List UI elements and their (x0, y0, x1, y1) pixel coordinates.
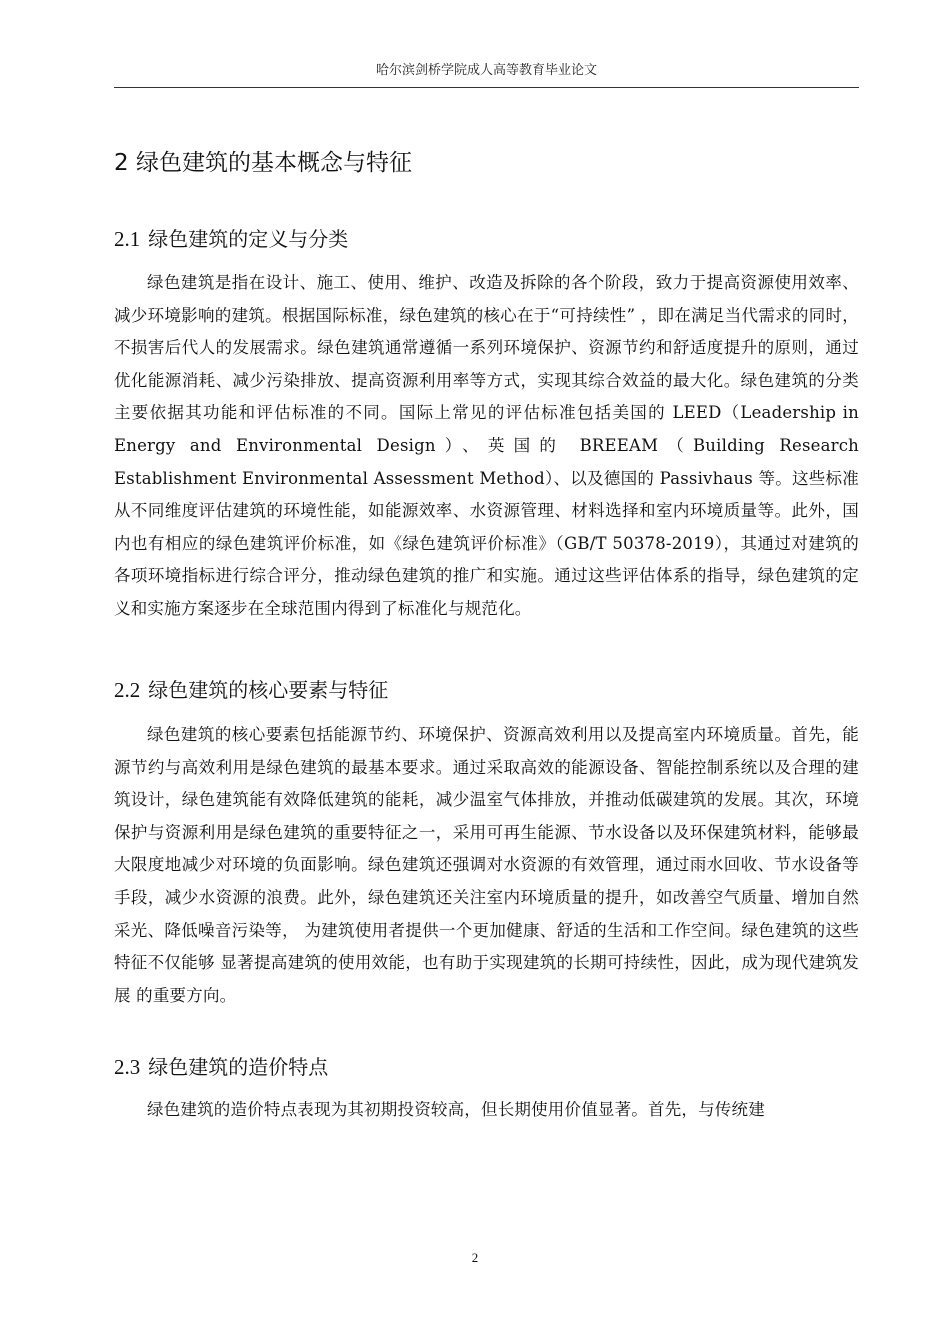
section-2-3-paragraph: 绿色建筑的造价特点表现为其初期投资较高，但长期使用价值显著。首先，与传统建 (147, 1100, 765, 1119)
page-number: 2 (471, 1250, 479, 1265)
section-title-text: 绿色建筑的造价特点 (148, 1055, 329, 1079)
section-2-2-paragraph: 绿色建筑的核心要素包括能源节约、环境保护、资源高效利用以及提高室内环境质量。首先，能源节约与高效利用是绿色建筑的最基本要求。通过采取高效的能源设备、智能控制系统以及合理的建筑设计，绿色建筑能有效降低建筑的能耗，减少温室气体排放，并推动低碳建筑的发展。其次，环境保护与资源利用是绿色建筑的重要特征之一，采用可再生能源、节水设备以及环保建筑材料，能够最大限度地减少对环境的负面影响。绿色建筑还强调对水资源的有效管理，通过雨水回收、节水设备等手段，减少水资源的浪费。此外，绿色建筑还关注室内环境质量的提升，如改善空气质量、增加自然采光、降低噪音污染等， 为建筑使用者提供一个更加健康、舒适的生活和工作空间。绿色建筑的这些特征不仅能够 显著提高建筑的使用效能，也有助于实现建筑的长期可持续性，因此，成为现代建筑发展 的重要方向。 (114, 725, 859, 1005)
section-number: 2.2 (114, 678, 141, 702)
section-heading-2-2 (114, 675, 388, 705)
header-divider (114, 87, 859, 88)
section-number: 2.1 (114, 227, 141, 251)
section-heading-2-3 (114, 1052, 328, 1082)
chapter-title: 2 绿色建筑的基本概念与特征 (114, 150, 412, 176)
section-heading-2-1 (114, 224, 348, 254)
section-title-text: 绿色建筑的核心要素与特征 (148, 678, 389, 702)
section-number: 2.3 (114, 1055, 141, 1079)
running-header: 哈尔滨剑桥学院成人高等教育毕业论文 (375, 63, 597, 78)
section-title-text: 绿色建筑的定义与分类 (148, 227, 349, 251)
section-2-1-paragraph: 绿色建筑是指在设计、施工、使用、维护、改造及拆除的各个阶段，致力于提高资源使用效率、减少环境影响的建筑。根据国际标准，绿色建筑的核心在于“可持续性” ，即在满足当代需求的同时，不损害后代人的发展需求。绿色建筑通常遵循一系列环境保护、资源节约和舒适度提升的原则，通过优化能源消耗、减少污染排放、提高资源利用率等方式，实现其综合效益的最大化。绿色建筑的分类主要依据其功能和评估标准的不同。国际上常见的评估标准包括美国的 LEED（Leadership in Energy and Environmental Design）、英国的 BREEAM（Building Research Establishment Environmental Assessment Method）、以及德国的 Passivhaus 等。这些标准从不同维度评估建筑的环境性能，如能源效率、水资源管理、材料选择和室内环境质量等。此外，国内也有相应的绿色建筑评价标准，如《绿色建筑评价标准》（GB/T 50378-2019），其通过对建筑的各项环境指标进行综合评分，推动绿色建筑的推广和实施。通过这些评估体系的指导，绿色建筑的定义和实施方案逐步在全球范围内得到了标准化与规范化。 (114, 273, 859, 618)
